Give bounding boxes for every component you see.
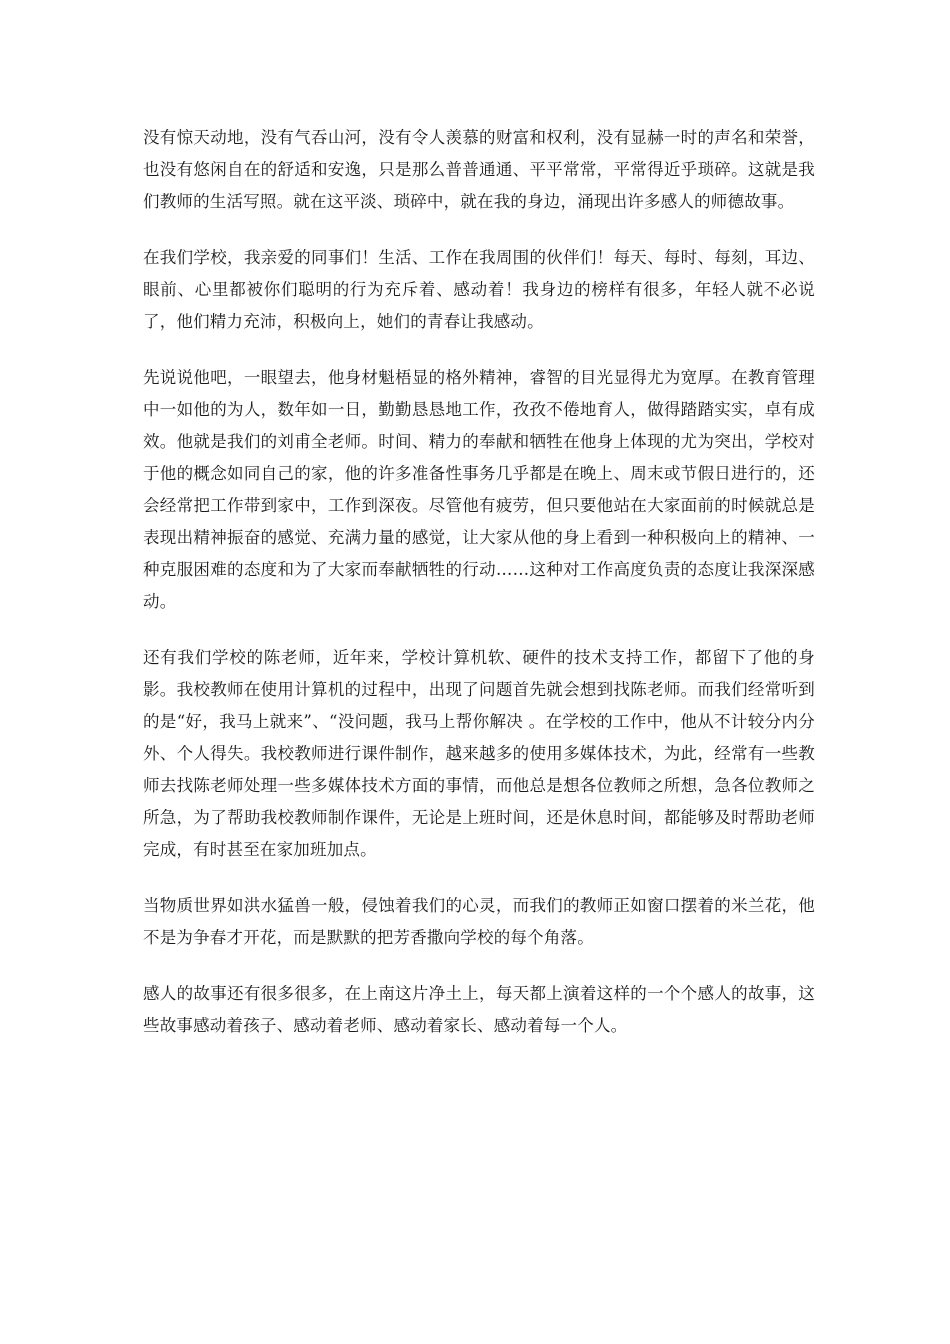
- paragraph-intro: 没有惊天动地，没有气吞山河，没有令人羡慕的财富和权利，没有显赫一时的声名和荣誉，也没有悠闲自在的舒适和安逸，只是那么普普通通、平平常常，平常得近乎琐碎。这就是我们教师的生活写照。就在这平淡、琐碎中，就在我的身边，涌现出许多感人的师德故事。: [143, 128, 815, 211]
- paragraph-colleagues: 在我们学校，我亲爱的同事们！生活、工作在我周围的伙伴们！每天、每时、每刻，耳边、眼前、心里都被你们聪明的行为充斥着、感动着！我身边的榜样有很多，年轻人就不必说了，他们精力充沛，积极向上，她们的青春让我感动。: [143, 248, 815, 331]
- paragraph-milan-flower: 当物质世界如洪水猛兽一般，侵蚀着我们的心灵，而我们的教师正如窗口摆着的米兰花，他不是为争春才开花，而是默默的把芳香撒向学校的每个角落。: [143, 896, 815, 947]
- document-body: [143, 122, 815, 1066]
- paragraph-teacher-chen: 还有我们学校的陈老师，近年来，学校计算机软、硬件的技术支持工作，都留下了他的身影。我校教师在使用计算机的过程中，出现了问题首先就会想到找陈老师。而我们经常听到的是“好，我马上就来”、“没问题，我马上帮你解决 。在学校的工作中，他从不计较分内分外、个人得失。我校教师进行课件制作，越来越多的使用多媒体技术，为此，经常有一些教师去找陈老师处理一些多媒体技术方面的事情，而他总是想各位教师之所想，急各位教师之所急，为了帮助我校教师制作课件，无论是上班时间，还是休息时间，都能够及时帮助老师完成，有时甚至在家加班加点。: [143, 648, 815, 859]
- paragraph-conclusion: 感人的故事还有很多很多，在上南这片净土上，每天都上演着这样的一个个感人的故事，这些故事感动着孩子、感动着老师、感动着家长、感动着每一个人。: [143, 984, 815, 1035]
- paragraph-teacher-liu: 先说说他吧，一眼望去，他身材魁梧显的格外精神，睿智的目光显得尤为宽厚。在教育管理中一如他的为人，数年如一日，勤勤恳恳地工作，孜孜不倦地育人，做得踏踏实实，卓有成效。他就是我们的刘甫全老师。时间、精力的奉献和牺牲在他身上体现的尤为突出，学校对于他的概念如同自己的家，他的许多准备性事务几乎都是在晚上、周末或节假日进行的，还会经常把工作带到家中，工作到深夜。尽管他有疲劳，但只要他站在大家面前的时候就总是表现出精神振奋的感觉、充满力量的感觉，让大家从他的身上看到一种积极向上的精神、一种克服困难的态度和为了大家而奉献牺牲的行动……这种对工作高度负责的态度让我深深感动。: [143, 368, 815, 611]
